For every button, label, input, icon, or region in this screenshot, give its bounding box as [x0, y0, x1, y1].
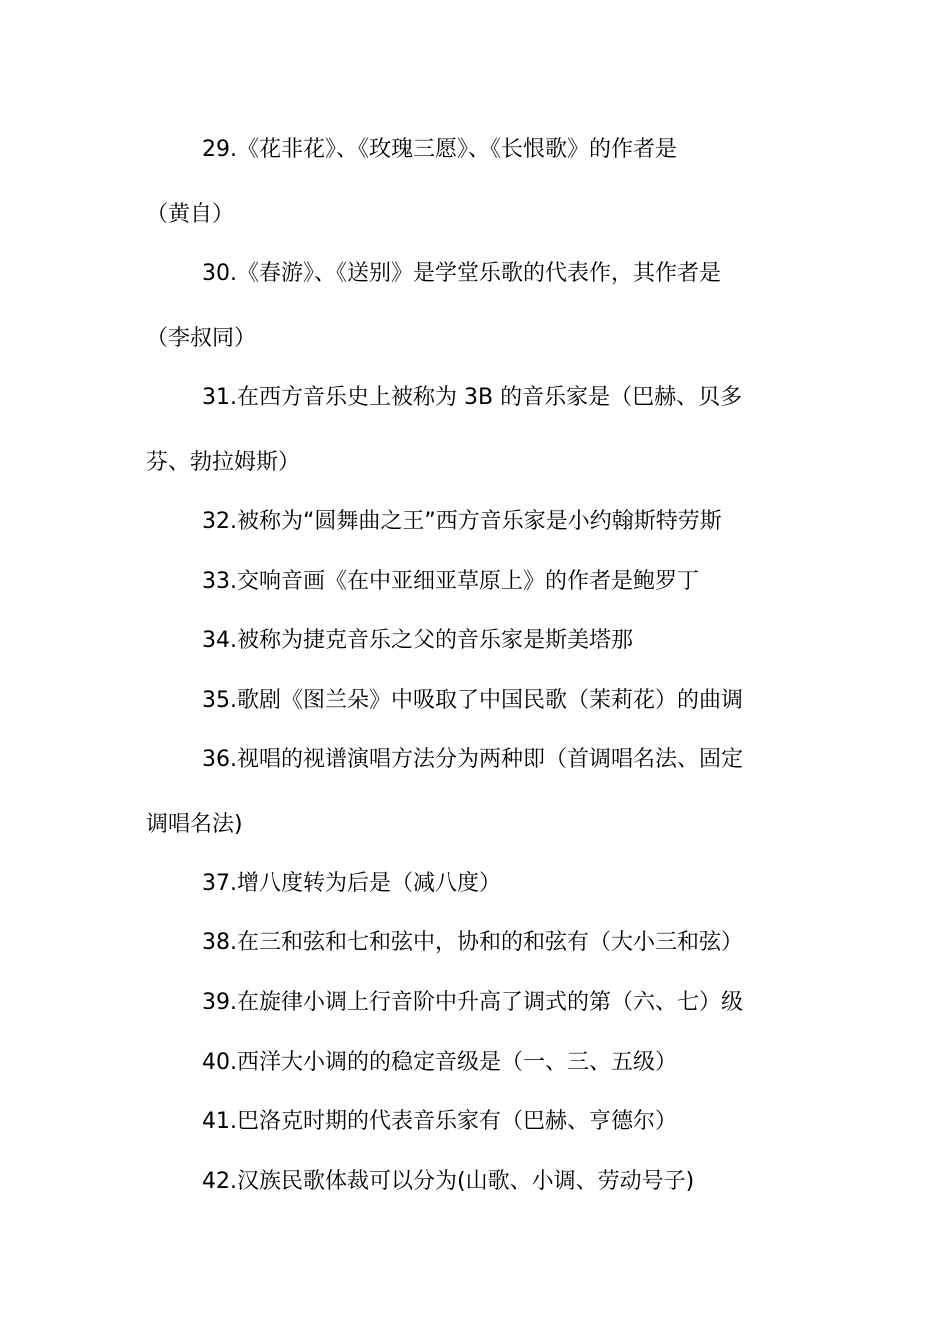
question-39: 39.在旋律小调上行音阶中升高了调式的第（六、七）级 — [202, 990, 743, 1015]
question-34: 34.被称为捷克音乐之父的音乐家是斯美塔那 — [202, 628, 633, 653]
question-41: 41.巴洛克时期的代表音乐家有（巴赫、亨德尔） — [202, 1109, 677, 1134]
question-37: 37.增八度转为后是（减八度） — [202, 871, 501, 896]
question-42: 42.汉族民歌体裁可以分为(山歌、小调、劳动号子) — [202, 1169, 695, 1194]
answer-36: 调唱名法) — [146, 812, 243, 837]
question-40: 40.西洋大小调的的稳定音级是（一、三、五级） — [202, 1050, 677, 1075]
question-29: 29.《花非花》、《玫瑰三愿》、《长恨歌》的作者是 — [202, 137, 677, 162]
question-36: 36.视唱的视谱演唱方法分为两种即（首调唱名法、固定 — [202, 747, 743, 772]
question-32: 32.被称为“圆舞曲之王”西方音乐家是小约翰斯特劳斯 — [202, 509, 722, 534]
answer-29: （黄自） — [146, 202, 235, 227]
question-30: 30.《春游》、《送别》是学堂乐歌的代表作，其作者是 — [202, 261, 721, 286]
answer-30: （李叔同） — [146, 326, 257, 351]
question-31: 31.在西方音乐史上被称为 3B 的音乐家是（巴赫、贝多 — [202, 385, 743, 410]
answer-31: 芬、勃拉姆斯） — [146, 450, 301, 475]
question-38: 38.在三和弦和七和弦中，协和的和弦有（大小三和弦） — [202, 930, 743, 955]
question-35: 35.歌剧《图兰朵》中吸取了中国民歌（茉莉花）的曲调 — [202, 688, 743, 713]
question-33: 33.交响音画《在中亚细亚草原上》的作者是鲍罗丁 — [202, 569, 699, 594]
